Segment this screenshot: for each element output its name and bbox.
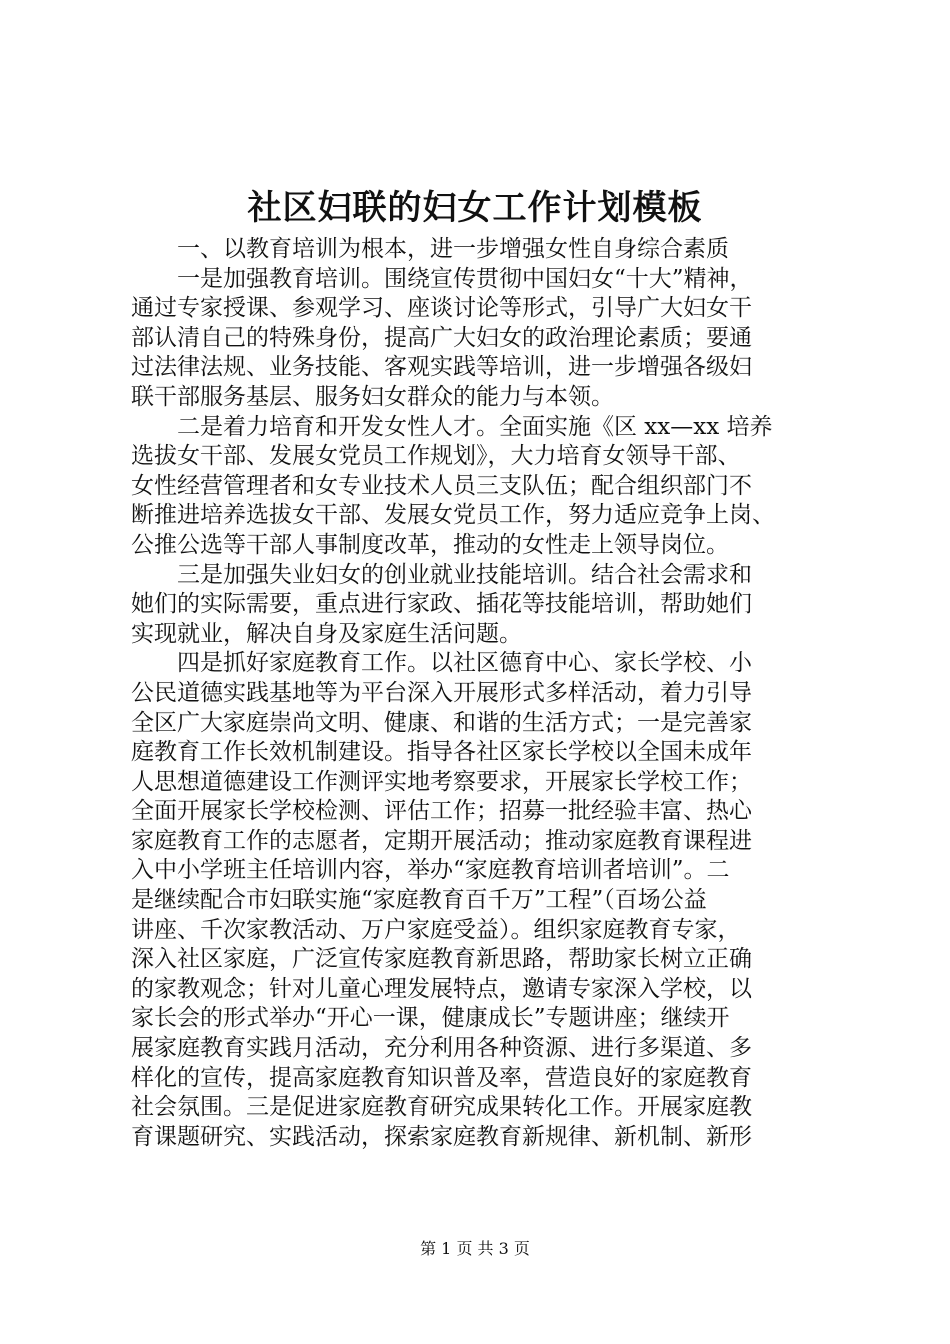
page-footer: 第 1 页 共 3 页 [420, 1239, 530, 1258]
text-line: 入中小学班主任培训内容，举办“家庭教育培训者培训”。二 [131, 857, 730, 884]
text-line: 断推进培养选拔女干部、发展女党员工作，努力适应竞争上岗、 [131, 502, 775, 529]
text-line: 女性经营管理者和女专业技术人员三支队伍；配合组织部门不 [131, 472, 752, 499]
text-line: 她们的实际需要，重点进行家政、插花等技能培训，帮助她们 [131, 591, 752, 618]
document-body [131, 235, 831, 1152]
text-line: 是继续配合市妇联实施“家庭教育百千万”工程”（百场公益 [131, 887, 707, 914]
text-line: 的家教观念；针对儿童心理发展特点，邀请专家深入学校，以 [131, 975, 752, 1002]
text-line: 样化的宣传，提高家庭教育知识普及率，营造良好的家庭教育 [131, 1064, 752, 1091]
text-line: 人思想道德建设工作测评实地考察要求，开展家长学校工作； [131, 768, 752, 795]
text-line: 实现就业，解决自身及家庭生活问题。 [131, 620, 522, 647]
text-line: 二是着力培育和开发女性人才。全面实施《区 xx—xx 培养 [131, 413, 773, 440]
text-line: 通过专家授课、参观学习、座谈讨论等形式，引导广大妇女干 [131, 295, 752, 322]
text-line: 讲座、千次家教活动、万户家庭受益）。组织家庭教育专家， [131, 916, 741, 943]
text-line: 展家庭教育实践月活动，充分利用各种资源、进行多渠道、多 [131, 1035, 752, 1062]
text-line: 选拔女干部、发展女党员工作规划》，大力培育女领导干部、 [131, 443, 741, 470]
text-line: 庭教育工作长效机制建设。指导各社区家长学校以全国未成年 [131, 739, 752, 766]
text-line: 三是加强失业妇女的创业就业技能培训。结合社会需求和 [131, 561, 752, 588]
text-line: 社会氛围。三是促进家庭教育研究成果转化工作。开展家庭教 [131, 1094, 752, 1121]
text-line: 联干部服务基层、服务妇女群众的能力与本领。 [131, 383, 614, 410]
text-line: 全区广大家庭崇尚文明、健康、和谐的生活方式；一是完善家 [131, 709, 752, 736]
text-line: 四是抓好家庭教育工作。以社区德育中心、家长学校、小 [131, 650, 752, 677]
text-line: 过法律法规、业务技能、客观实践等培训，进一步增强各级妇 [131, 354, 752, 381]
text-line: 部认清自己的特殊身份，提高广大妇女的政治理论素质；要通 [131, 324, 752, 351]
text-line: 一是加强教育培训。围绕宣传贯彻中国妇女“十大”精神， [131, 265, 753, 292]
text-line: 家庭教育工作的志愿者，定期开展活动；推动家庭教育课程进 [131, 827, 752, 854]
text-line: 家长会的形式举办“开心一课，健康成长”专题讲座；继续开 [131, 1005, 730, 1032]
text-line: 深入社区家庭，广泛宣传家庭教育新思路，帮助家长树立正确 [131, 946, 752, 973]
text-line: 育课题研究、实践活动，探索家庭教育新规律、新机制、新形 [131, 1123, 752, 1150]
text-line: 公民道德实践基地等为平台深入开展形式多样活动，着力引导 [131, 679, 752, 706]
text-line: 全面开展家长学校检测、评估工作；招募一批经验丰富、热心 [131, 798, 752, 825]
document-title: 社区妇联的妇女工作计划模板 [247, 188, 703, 228]
text-line: 公推公选等干部人事制度改革，推动的女性走上领导岗位。 [131, 531, 729, 558]
text-line: 一、以教育培训为根本，进一步增强女性自身综合素质 [131, 236, 729, 262]
